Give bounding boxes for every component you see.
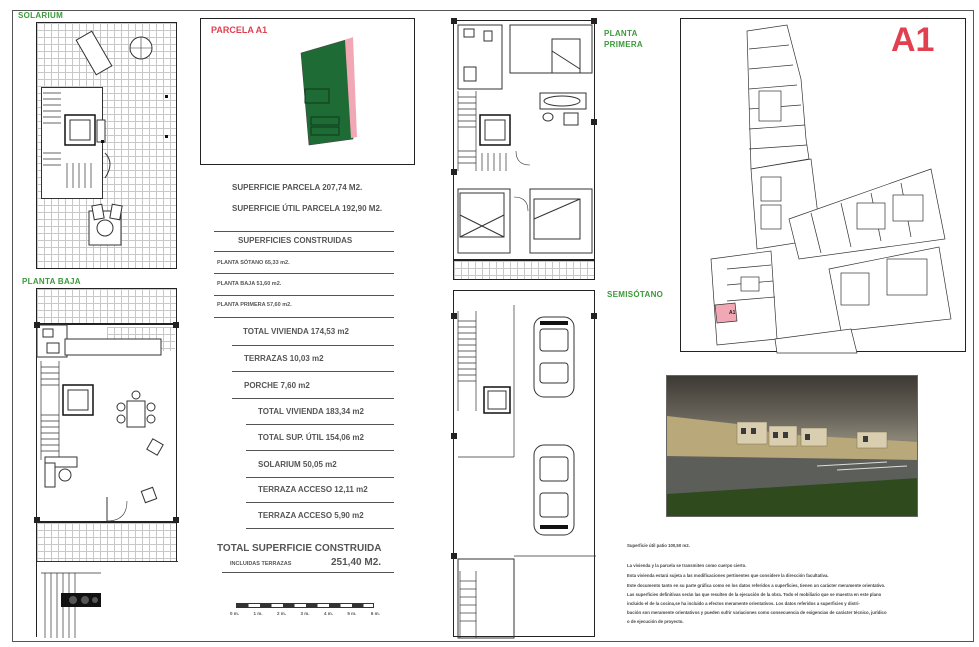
terrazas: TERRAZAS 10,03 m2 (244, 354, 324, 363)
baja-entry-stair (37, 523, 178, 638)
semisotano-drawing (454, 291, 596, 638)
construidas-title: SUPERFICIES CONSTRUIDAS (238, 236, 353, 245)
baja-drawing (37, 325, 178, 523)
total-vivienda-1: TOTAL VIVIENDA 174,53 m2 (243, 327, 349, 336)
render-scene (667, 376, 918, 517)
note-2: Esta vivienda estará sujeta a las modificaciones pertinentes que considere la dirección facultativa. (627, 573, 829, 578)
scale-ticks: 0 m. 1 m. 2 m. 3 m. 4 m. 5 m. 6 m. (230, 611, 380, 616)
solarium-plan (36, 22, 177, 269)
parcela-plot (201, 19, 416, 166)
site-map (681, 19, 967, 353)
planta-baja-area: PLANTA BAJA 51,60 m2. (217, 281, 282, 287)
parcela-box (200, 18, 415, 165)
baja-terrace-top (36, 288, 177, 324)
note-5: incluido el de la cocina,se ha incluido a efectos meramente orientativos. Los datos referidos a superficies y distri- (627, 601, 860, 606)
terraza-acceso-2: TERRAZA ACCESO 5,90 m2 (258, 511, 364, 520)
porche: PORCHE 7,60 m2 (244, 381, 310, 390)
note-3: Este documento tanto en su parte gráfica como en los datos referidos a superficies, tienen un carácter meramente orientativo. (627, 583, 886, 588)
incluidas-terrazas: INCLUIDAS TERRAZAS (230, 561, 292, 567)
baja-plan (36, 324, 177, 522)
total-util: TOTAL SUP. ÚTIL 154,06 m2 (258, 433, 364, 442)
solarium-drawing (37, 23, 178, 270)
planta-baja-title: PLANTA BAJA (22, 277, 81, 286)
solarium-title: SOLARIUM (18, 11, 64, 20)
superficie-util: SUPERFICIE ÚTIL PARCELA 192,90 M2. (232, 204, 383, 213)
planta-primera-area: PLANTA PRIMERA 57,60 m2. (217, 302, 292, 308)
a1-title: A1 (891, 21, 935, 59)
primera-terrace (453, 260, 595, 280)
primera-drawing (454, 21, 596, 261)
primera-plan (453, 20, 595, 260)
site-map-box (680, 18, 966, 352)
solarium-area: SOLARIUM 50,05 m2 (258, 460, 337, 469)
render-image (666, 375, 918, 517)
note-6: bución son meramente orientativos y pueden sufrir variaciones como consecuencia de exigencias de carácter técnico, jurídico (627, 610, 887, 615)
semisotano-plan (453, 290, 595, 637)
semisotano-title: SEMISÓTANO (607, 290, 664, 299)
total-value: 251,40 M2. (331, 557, 382, 568)
a1-plot-label: A1 (729, 310, 736, 316)
planta-primera-title-2: PRIMERA (604, 40, 643, 49)
planta-primera-title-1: PLANTA (604, 29, 638, 38)
note-4: Las superficies definitivas serán las que resulten de la ejecución de la obra. Todo el mobiliario que se muestra en este plano (627, 592, 882, 597)
total-construida: TOTAL SUPERFICIE CONSTRUIDA (217, 543, 382, 554)
superficie-parcela: SUPERFICIE PARCELA 207,74 M2. (232, 183, 363, 192)
scale-bar (236, 603, 374, 608)
total-vivienda-2: TOTAL VIVIENDA 183,34 m2 (258, 407, 364, 416)
planta-sotano: PLANTA SÓTANO 65,33 m2. (217, 260, 290, 266)
terraza-acceso-1: TERRAZA ACCESO 12,11 m2 (258, 485, 368, 494)
note-7: o de ejecución de proyecto. (627, 619, 684, 624)
baja-terrace-bottom (36, 522, 177, 637)
parcela-title: PARCELA A1 (211, 25, 268, 35)
util-short-note: Superficie útil patio 100,50 m2. (627, 543, 690, 548)
note-1: La vivienda y la parcela se transmiten como cuerpo cierto. (627, 563, 747, 568)
